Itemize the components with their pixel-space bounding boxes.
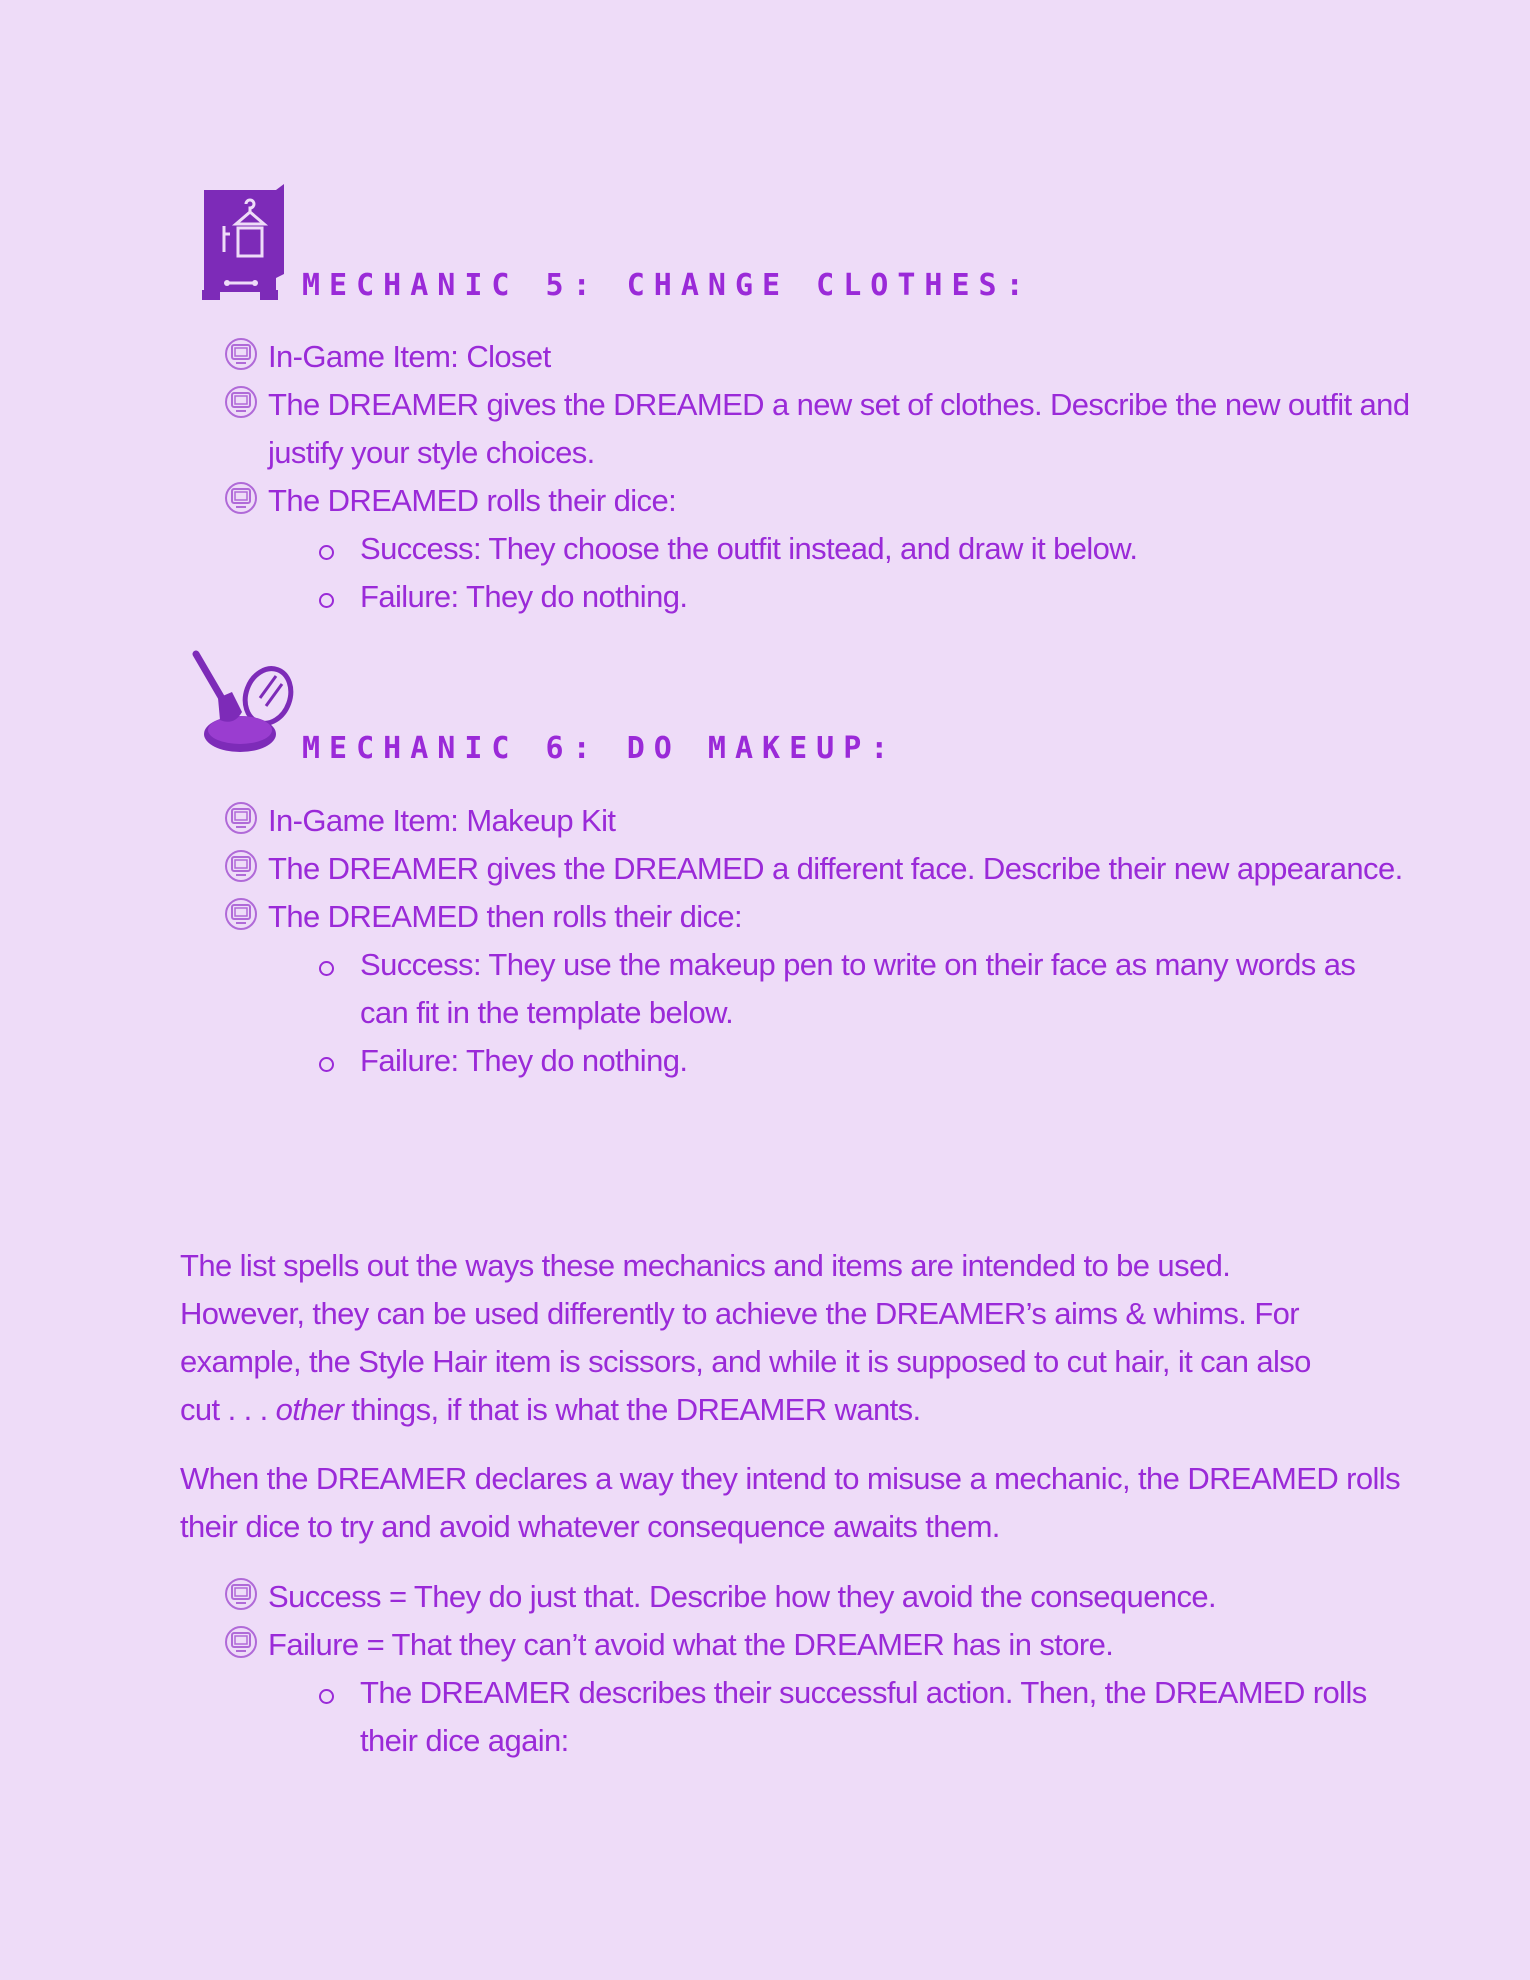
tv-monitor-icon — [224, 897, 258, 931]
circle-bullet — [319, 545, 334, 560]
list-item-continuation: justify your style choices. — [268, 435, 595, 470]
paragraph-line: their dice to try and avoid whatever consequence awaits them. — [180, 1509, 1000, 1544]
sub-list-item-continuation: their dice again: — [360, 1723, 569, 1758]
paragraph-line: The list spells out the ways these mechanics and items are intended to be used. — [180, 1248, 1231, 1283]
paragraph-line: When the DREAMER declares a way they intend to misuse a mechanic, the DREAMED rolls — [180, 1461, 1400, 1496]
closet-icon — [202, 182, 288, 302]
emphasis-text: other — [275, 1392, 344, 1427]
list-item: Success = They do just that. Describe how they avoid the consequence. — [268, 1579, 1217, 1614]
paragraph-line — [180, 1386, 921, 1434]
tv-monitor-icon — [224, 337, 258, 371]
tv-monitor-icon — [224, 481, 258, 515]
sub-list-item-continuation: can fit in the template below. — [360, 995, 734, 1030]
circle-bullet — [319, 593, 334, 608]
list-item: In-Game Item: Closet — [268, 339, 551, 374]
mechanic-5-title: MECHANIC 5: CHANGE CLOTHES: — [302, 268, 1033, 303]
tv-monitor-icon — [224, 1625, 258, 1659]
list-item: The DREAMER gives the DREAMED a new set of clothes. Describe the new outfit and — [268, 387, 1410, 422]
circle-bullet — [319, 961, 334, 976]
circle-bullet — [319, 1057, 334, 1072]
list-item: In-Game Item: Makeup Kit — [268, 803, 616, 838]
paragraph-line: example, the Style Hair item is scissors, and while it is supposed to cut hair, it can also — [180, 1344, 1311, 1379]
makeup-brush-compact-icon — [190, 650, 300, 760]
sub-list-item: Failure: They do nothing. — [360, 1043, 688, 1078]
sub-list-item: Failure: They do nothing. — [360, 579, 688, 614]
tv-monitor-icon — [224, 801, 258, 835]
tv-monitor-icon — [224, 1577, 258, 1611]
paragraph-text: cut . . . — [180, 1392, 276, 1427]
mechanic-6-title: MECHANIC 6: DO MAKEUP: — [302, 731, 898, 766]
sub-list-item: Success: They use the makeup pen to write on their face as many words as — [360, 947, 1356, 982]
sub-list-item: Success: They choose the outfit instead, and draw it below. — [360, 531, 1138, 566]
sub-list-item: The DREAMER describes their successful action. Then, the DREAMED rolls — [360, 1675, 1367, 1710]
tv-monitor-icon — [224, 385, 258, 419]
list-item: Failure = That they can’t avoid what the DREAMER has in store. — [268, 1627, 1114, 1662]
paragraph-line: However, they can be used differently to achieve the DREAMER’s aims & whims. For — [180, 1296, 1300, 1331]
tv-monitor-icon — [224, 849, 258, 883]
list-item: The DREAMED rolls their dice: — [268, 483, 677, 518]
circle-bullet — [319, 1689, 334, 1704]
list-item: The DREAMED then rolls their dice: — [268, 899, 743, 934]
paragraph-text: things, if that is what the DREAMER wants. — [343, 1392, 921, 1427]
list-item: The DREAMER gives the DREAMED a different face. Describe their new appearance. — [268, 851, 1403, 886]
